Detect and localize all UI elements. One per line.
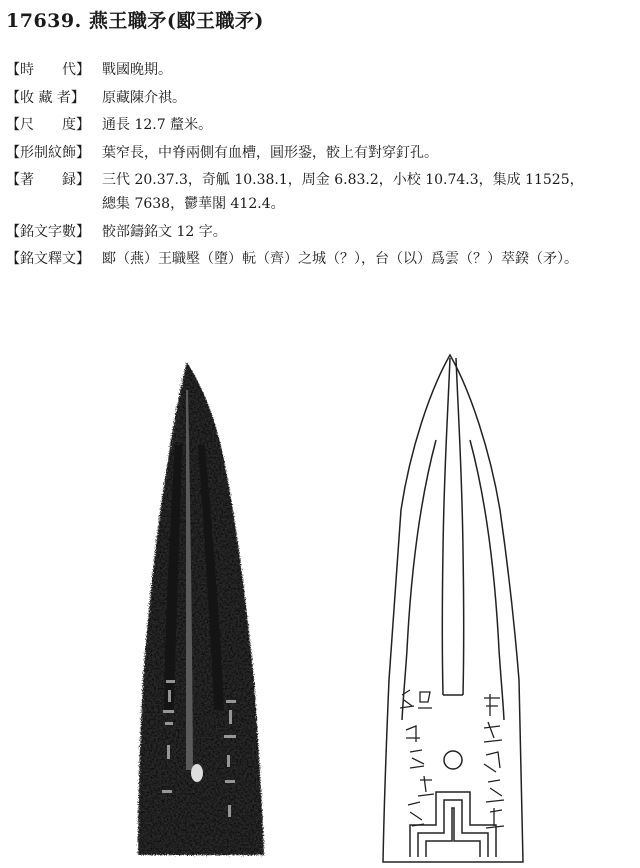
spearhead-rubbing (138, 362, 264, 855)
entry-label: 【銘文釋文】 (6, 251, 90, 267)
entry-value: 葉窄長，中脊兩側有血槽，圓形銎，骹上有對穿釘孔。 (102, 144, 438, 161)
entry-form-decoration (6, 141, 636, 165)
entry-inscription-count (6, 220, 636, 244)
spearhead-line-drawing (383, 355, 523, 862)
spearhead-figures (0, 350, 640, 868)
entry-value: 骹部鑄銘文 12 字。 (102, 223, 227, 240)
entry-collector (6, 86, 636, 110)
entry-bibliography (6, 168, 636, 216)
entry-value: 三代 20.37.3，奇觚 10.38.1，周金 6.83.2，小校 10.74.3，集成 11525， 總集 7638，鬱華閣 412.4。 (102, 172, 584, 212)
record-entries (6, 58, 636, 275)
entry-label: 【形制紋飾】 (6, 144, 90, 161)
entry-label: 【銘文字數】 (6, 223, 90, 240)
entry-value: 戰國晚期。 (102, 62, 172, 78)
entry-value: 原藏陳介祺。 (102, 89, 186, 106)
entry-inscription-text (6, 247, 636, 271)
entry-value: 通長 12.7 釐米。 (102, 117, 213, 133)
entry-period (6, 58, 636, 82)
record-title: 17639. 燕王職矛(郾王職矛) (6, 10, 264, 32)
entry-label: 【尺 度】 (6, 117, 90, 133)
entry-dimensions (6, 113, 636, 137)
entry-label: 【時 代】 (6, 62, 90, 78)
entry-label: 【收 藏 者】 (6, 89, 85, 106)
entry-value: 郾（燕）王職壂（墮）䡇（齊）之城（？），台（以）爲雲（？）萃鍨（矛）。 (102, 251, 578, 267)
entry-label: 【著 録】 (6, 172, 90, 188)
